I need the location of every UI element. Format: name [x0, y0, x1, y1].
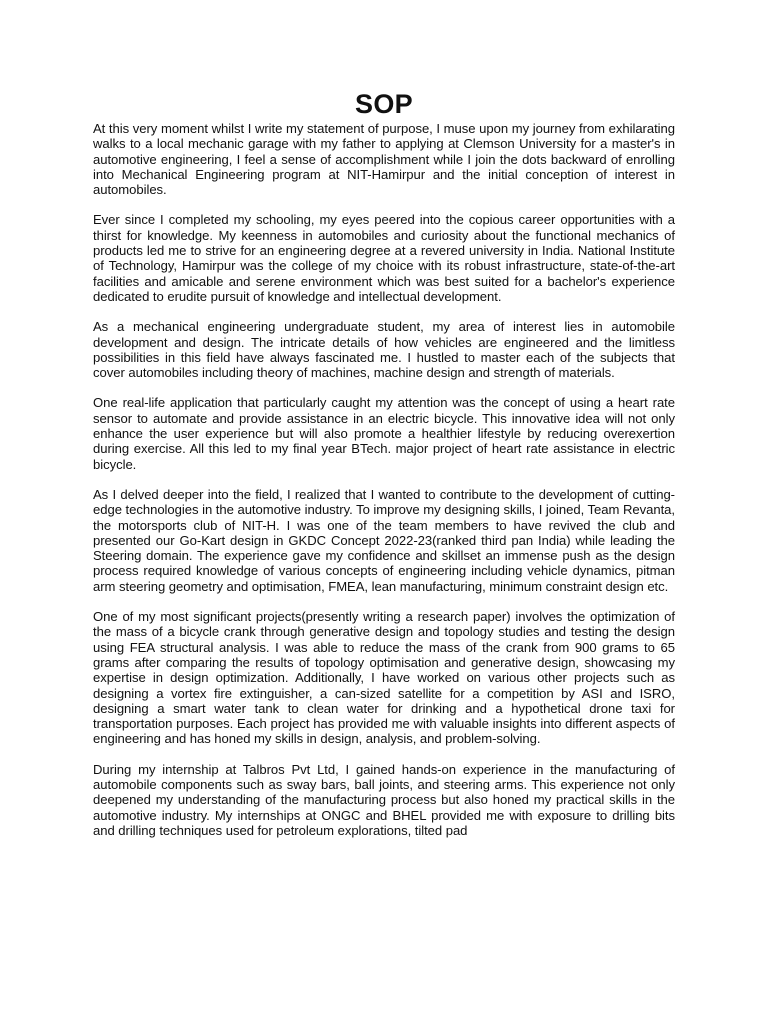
document-page — [93, 88, 675, 838]
paragraph-schooling: Ever since I completed my schooling, my eyes peered into the copious career opportunities with a thirst for knowledge. My keenness in automobiles and curiosity about the functional mechanics of products led me to strive for an engineering degree at a revered university in India. National Institute of Technology, Hamirpur was the college of my choice with its robust infrastructure, state-of-the-art facilities and amicable and serene environment which was best suited for a bachelor's experience dedicated to erudite pursuit of knowledge and intellectual development. — [93, 212, 675, 304]
paragraph-team-revanta: As I delved deeper into the field, I realized that I wanted to contribute to the development of cutting-edge technologies in the automotive industry. To improve my designing skills, I joined, Team Revanta, the motorsports club of NIT-H. I was one of the team members to have revived the club and presented our Go-Kart design in GKDC Concept 2022-23(ranked third pan India) while leading the Steering domain. The experience gave my confidence and skillset an immense push as the design process required knowledge of various concepts of engineering including vehicle dynamics, pitman arm steering geometry and optimisation, FMEA, lean manufacturing, minimum constraint design etc. — [93, 486, 675, 594]
document-title: SOP — [355, 89, 413, 119]
paragraph-application: One real-life application that particularly caught my attention was the concept of using a heart rate sensor to automate and provide assistance in an electric bicycle. This innovative idea will not only enhance the user experience but will also promote a healthier lifestyle by reducing overexertion during exercise. All this led to my final year BTech. major project of heart rate assistance in electric bicycle. — [93, 395, 675, 472]
paragraph-introduction: At this very moment whilst I write my statement of purpose, I muse upon my journey from exhilarating walks to a local mechanic garage with my father to applying at Clemson University for a master's in automotive engineering, I feel a sense of accomplishment while I join the dots backward of enrolling into Mechanical Engineering program at NIT-Hamirpur and the initial conception of interest in automobiles. — [93, 121, 675, 198]
paragraph-internship: During my internship at Talbros Pvt Ltd, I gained hands-on experience in the manufacturing of automobile components such as sway bars, ball joints, and steering arms. This experience not only deepened my understanding of the manufacturing process but also honed my practical skills in the automotive industry. My internships at ONGC and BHEL provided me with exposure to drilling bits and drilling techniques used for petroleum explorations, tilted pad — [93, 761, 675, 838]
paragraph-interest: As a mechanical engineering undergraduate student, my area of interest lies in automobile development and design. The intricate details of how vehicles are engineered and the limitless possibilities in this field have always fascinated me. I hustled to master each of the subjects that cover automobiles including theory of machines, machine design and strength of materials. — [93, 319, 675, 381]
paragraph-projects: One of my most significant projects(presently writing a research paper) involves the optimization of the mass of a bicycle crank through generative design and topology studies and testing the design using FEA structural analysis. I was able to reduce the mass of the crank from 900 grams to 65 grams after comparing the results of topology optimisation and generative design, showcasing my expertise in design optimization. Additionally, I have worked on various other projects such as designing a vortex fire extinguisher, a can-sized satellite for a competition by ASI and ISRO, designing a smart water tank to clean water for drinking and a hypothetical drone taxi for transportation purposes. Each project has provided me with valuable insights into different aspects of engineering and has honed my skills in design, analysis, and problem-solving. — [93, 609, 675, 747]
